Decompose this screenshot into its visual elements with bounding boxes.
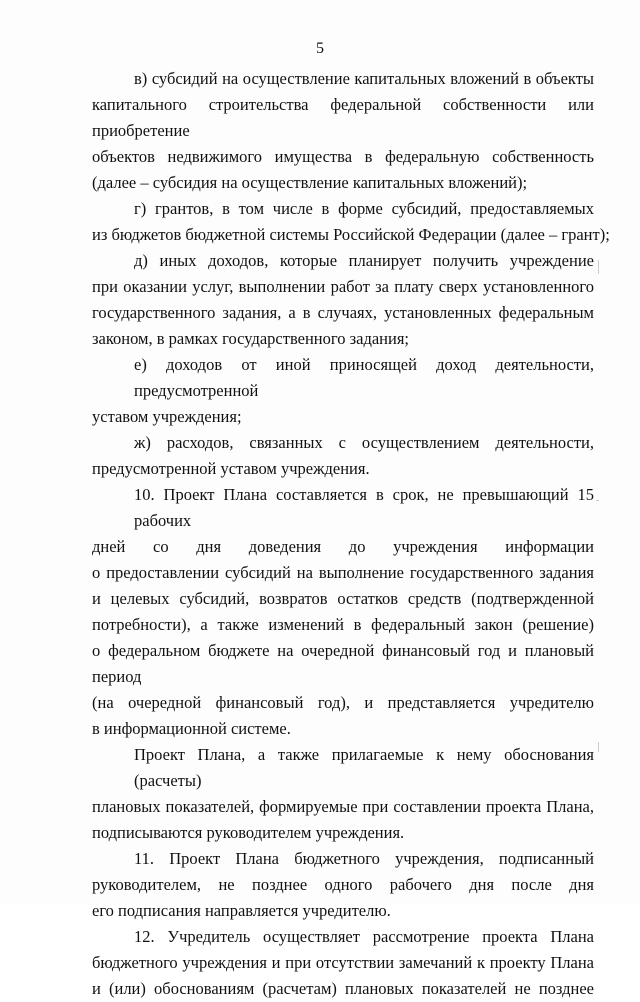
- text-line: бюджетного учреждения и при отсутствии замечаний к проекту Плана: [92, 953, 594, 972]
- text-line: е) доходов от иной приносящей доход деятельности, предусмотренной: [134, 355, 594, 400]
- paragraph-project: [92, 742, 594, 846]
- text-line: руководителем, не позднее одного рабочего дня после дня: [92, 875, 594, 894]
- text-line: из бюджетов бюджетной системы Российской Федерации (далее – грант);: [92, 225, 610, 244]
- text-line: (на очередной финансовый год), и представляется учредителю: [92, 693, 594, 712]
- text-line: уставом учреждения;: [92, 407, 242, 426]
- text-line: ж) расходов, связанных с осуществлением деятельности,: [134, 433, 594, 452]
- paragraph-10: [92, 482, 594, 742]
- text-line: 12. Учредитель осуществляет рассмотрение проекта Плана: [134, 927, 594, 946]
- text-line: в информационной системе.: [92, 719, 291, 738]
- paragraph-d: [92, 248, 594, 352]
- text-line: при оказании услуг, выполнении работ за плату сверх установленного: [92, 277, 594, 296]
- text-line: законом, в рамках государственного задания;: [92, 329, 410, 348]
- scan-artifact: [596, 500, 599, 501]
- text-line: о федеральном бюджете на очередной финансовый год и плановый период: [92, 641, 594, 686]
- text-line: подписываются руководителем учреждения.: [92, 823, 405, 842]
- text-line: государственного задания, а в случаях, установленных федеральным: [92, 303, 594, 322]
- paragraph-v: [92, 66, 594, 196]
- text-line: дней со дня доведения до учреждения информации: [92, 537, 594, 556]
- text-line: его подписания направляется учредителю.: [92, 901, 391, 920]
- paragraph-zh: [92, 430, 594, 482]
- text-line: потребности), а также изменений в федеральный закон (решение): [92, 615, 594, 634]
- text-line: капитального строительства федеральной собственности или приобретение: [92, 95, 594, 140]
- paragraph-12: [92, 924, 594, 1002]
- text-line: предусмотренной уставом учреждения.: [92, 459, 370, 478]
- text-line: д) иных доходов, которые планирует получить учреждение: [134, 251, 594, 270]
- text-line: Проект Плана, а также прилагаемые к нему обоснования (расчеты): [134, 745, 594, 790]
- page-number: 5: [316, 40, 324, 57]
- text-line: о предоставлении субсидий на выполнение государственного задания: [92, 563, 594, 582]
- paragraph-11: [92, 846, 594, 924]
- text-line: в) субсидий на осуществление капитальных вложений в объекты: [134, 69, 594, 88]
- paragraph-g: [92, 196, 610, 248]
- text-line: 10. Проект Плана составляется в срок, не превышающий 15 рабочих: [134, 485, 594, 530]
- text-line: 11. Проект Плана бюджетного учреждения, подписанный: [134, 849, 594, 868]
- scan-artifact: [598, 260, 599, 274]
- scan-artifact: [598, 742, 599, 752]
- text-line: и целевых субсидий, возвратов остатков средств (подтвержденной: [92, 589, 594, 608]
- text-line: (далее – субсидия на осуществление капитальных вложений);: [92, 173, 528, 192]
- paragraph-e: [92, 352, 594, 430]
- text-line: г) грантов, в том числе в форме субсидий, предоставляемых: [134, 199, 594, 218]
- text-line: объектов недвижимого имущества в федеральную собственность: [92, 147, 594, 166]
- text-line: и (или) обоснованиям (расчетам) плановых показателей не позднее: [92, 979, 594, 998]
- document-body: [92, 66, 610, 1002]
- text-line: плановых показателей, формируемые при составлении проекта Плана,: [92, 797, 594, 816]
